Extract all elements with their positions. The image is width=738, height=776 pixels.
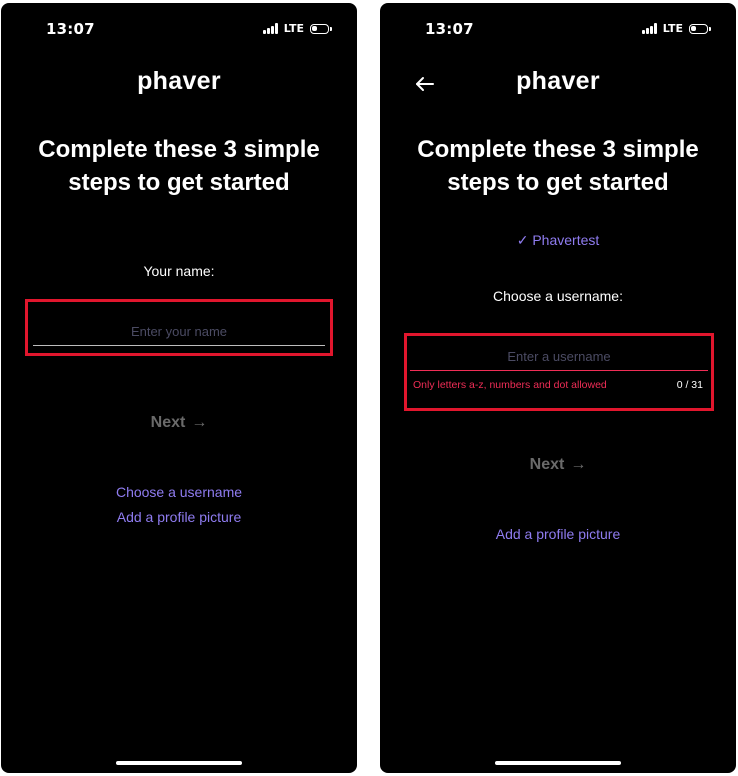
battery-icon bbox=[310, 24, 329, 34]
username-char-counter: 0 / 31 bbox=[676, 379, 703, 391]
step-add-profile-picture-link[interactable]: Add a profile picture bbox=[495, 526, 621, 542]
page-title-line-2: steps to get started bbox=[447, 169, 669, 196]
page-title bbox=[380, 133, 736, 199]
next-button[interactable] bbox=[380, 455, 736, 475]
network-label: LTE bbox=[662, 22, 683, 35]
battery-icon bbox=[689, 24, 708, 34]
username-error-message: Only letters a-z, numbers and dot allowed bbox=[413, 379, 607, 391]
username-input[interactable] bbox=[410, 343, 708, 370]
username-helper-row bbox=[410, 378, 708, 392]
phone-screen-name-step bbox=[1, 3, 357, 773]
phone-screen-username-step bbox=[380, 3, 736, 773]
page-title-line-2: steps to get started bbox=[68, 169, 290, 196]
step-choose-username-link[interactable]: Choose a username bbox=[115, 484, 243, 500]
name-label: Your name: bbox=[143, 263, 215, 279]
name-input-highlight bbox=[25, 299, 333, 356]
completed-step-name: ✓ Phavertest bbox=[516, 232, 600, 248]
page-title-line-1: Complete these 3 simple bbox=[417, 136, 699, 163]
username-label: Choose a username: bbox=[493, 288, 623, 304]
signal-icon bbox=[263, 23, 278, 34]
app-logo: phaver bbox=[137, 67, 221, 95]
home-indicator bbox=[495, 761, 621, 765]
next-button[interactable] bbox=[1, 413, 357, 433]
username-input-highlight bbox=[404, 333, 714, 411]
arrow-right-icon: → bbox=[191, 414, 208, 431]
arrow-right-icon: → bbox=[570, 456, 587, 473]
page-title-line-1: Complete these 3 simple bbox=[38, 136, 320, 163]
network-label: LTE bbox=[283, 22, 304, 35]
name-input[interactable] bbox=[33, 318, 325, 345]
status-icons bbox=[263, 22, 329, 35]
status-icons bbox=[642, 22, 708, 35]
next-button-label: Next bbox=[529, 456, 565, 473]
app-logo: phaver bbox=[516, 67, 600, 95]
name-input-underline bbox=[33, 345, 325, 346]
signal-icon bbox=[642, 23, 657, 34]
next-button-label: Next bbox=[150, 414, 186, 431]
step-add-profile-picture-link[interactable]: Add a profile picture bbox=[116, 509, 242, 525]
status-time: 13:07 bbox=[425, 20, 474, 38]
username-input-underline bbox=[410, 370, 708, 371]
home-indicator bbox=[116, 761, 242, 765]
page-title bbox=[1, 133, 357, 199]
status-time: 13:07 bbox=[46, 20, 95, 38]
